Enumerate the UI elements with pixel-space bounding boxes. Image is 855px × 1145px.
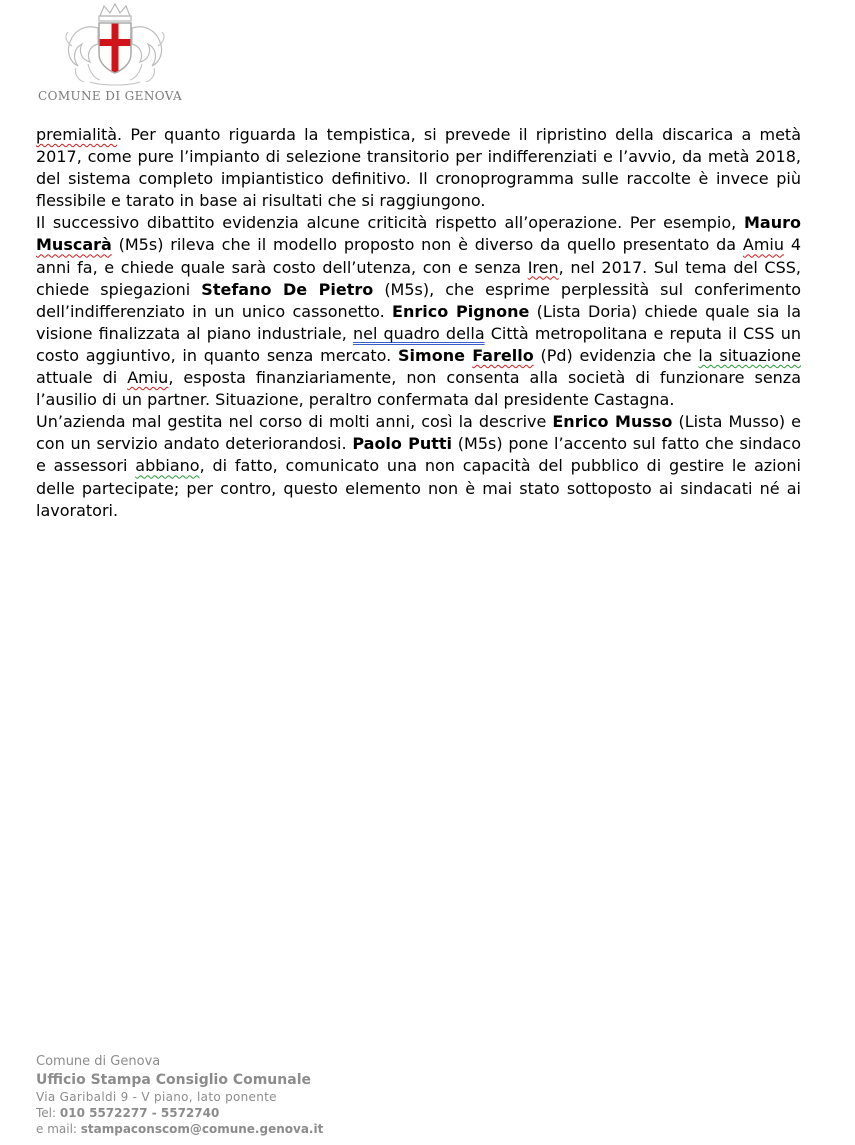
speaker-name: Enrico Musso bbox=[552, 412, 673, 432]
footer-tel bbox=[36, 1105, 456, 1121]
speaker-name: Stefano De Pietro bbox=[201, 279, 374, 299]
paragraph bbox=[36, 411, 801, 521]
paragraph bbox=[36, 124, 801, 212]
text-run: premialità bbox=[36, 125, 118, 144]
text-run: , di fatto, comunicato una non capacità del pubblico di gestire le azioni delle partecipate; per contro, questo elemento non è mai stato sottoposto ai sindacati né ai lavoratori. bbox=[36, 456, 802, 520]
footer-tel-label: Tel: bbox=[36, 1106, 60, 1120]
text-run: Il successivo dibattito evidenzia alcune criticità rispetto all’operazione. Per esempio, bbox=[36, 213, 744, 233]
text-run: nel quadro della bbox=[352, 323, 485, 343]
text-run: abbiano bbox=[135, 456, 200, 476]
document-body bbox=[36, 124, 801, 522]
speaker-name: Muscarà bbox=[36, 235, 112, 255]
text-run: Amiu bbox=[127, 368, 169, 388]
speaker-name: Farello bbox=[472, 345, 534, 365]
text-run: (M5s) pone l’accento sul fatto che sindaco e assessori bbox=[36, 434, 801, 476]
text-run: Città metropolitana e reputa il CSS un costo aggiuntivo, in quanto senza mercato. bbox=[36, 323, 801, 365]
text-run: (Lista Musso) e con un servizio andato deteriorandosi. bbox=[36, 412, 802, 454]
footer-office: Ufficio Stampa Consiglio Comunale bbox=[36, 1072, 311, 1088]
text-run: (M5s), che esprime perplessità sul conferimento dell’indifferenziato in un unico cassonetto. bbox=[36, 279, 802, 321]
footer-org: Comune di Genova bbox=[36, 1054, 161, 1069]
text-run: 4 anni fa, e chiede quale sarà costo dell’utenza, con e senza bbox=[36, 235, 802, 277]
footer-tel-value: 010 5572277 - 5572740 bbox=[59, 1106, 220, 1120]
text-run: Amiu bbox=[742, 235, 785, 255]
text-run: (Pd) evidenzia che bbox=[533, 345, 699, 365]
footer-address: Via Garibaldi 9 - V piano, lato ponente bbox=[36, 1090, 277, 1104]
paragraph bbox=[36, 212, 801, 411]
speaker-name: Paolo Putti bbox=[352, 434, 453, 454]
text-run: (Lista Doria) chiede quale sia la visione finalizzata al piano industriale, bbox=[36, 301, 802, 343]
footer-email-label: e mail: bbox=[36, 1122, 81, 1136]
text-run: attuale di bbox=[36, 368, 128, 388]
text-run: Un’azienda mal gestita nel corso di molti anni, così la descrive bbox=[36, 412, 553, 432]
footer-email bbox=[36, 1121, 456, 1137]
genova-coat-of-arms-icon bbox=[60, 2, 170, 88]
speaker-name: Mauro bbox=[744, 213, 801, 233]
text-run: , nel 2017. Sul tema del CSS, chiede spiegazioni bbox=[36, 257, 801, 299]
footer-email-value[interactable]: stampaconscom@comune.genova.it bbox=[80, 1122, 324, 1136]
text-run: (M5s) rileva che il modello proposto non è diverso da quello presentato da bbox=[111, 235, 743, 255]
footer bbox=[36, 1053, 456, 1137]
speaker-name: Enrico Pignone bbox=[392, 301, 530, 321]
logo-caption: COMUNE DI GENOVA bbox=[38, 89, 183, 103]
speaker-name: Simone bbox=[398, 345, 473, 365]
text-run: Iren bbox=[527, 257, 559, 277]
text-run: , esposta finanziariamente, non consenta alla società di funzionare senza l’ausilio di un partner. Situazione, peraltro confermata dal presidente Castagna. bbox=[36, 368, 802, 410]
text-run: la situazione bbox=[698, 345, 802, 365]
text-run: . Per quanto riguarda la tempistica, si prevede il ripristino della discarica a metà 2017, come pure l’impianto di selezione transitorio per indifferenziati e l’avvio, da metà 2018, del sistema completo impiantistico definitivo. Il cronoprogramma sulle raccolte è invece più flessibile e tarato in base ai risultati che si raggiungono. bbox=[36, 125, 801, 211]
